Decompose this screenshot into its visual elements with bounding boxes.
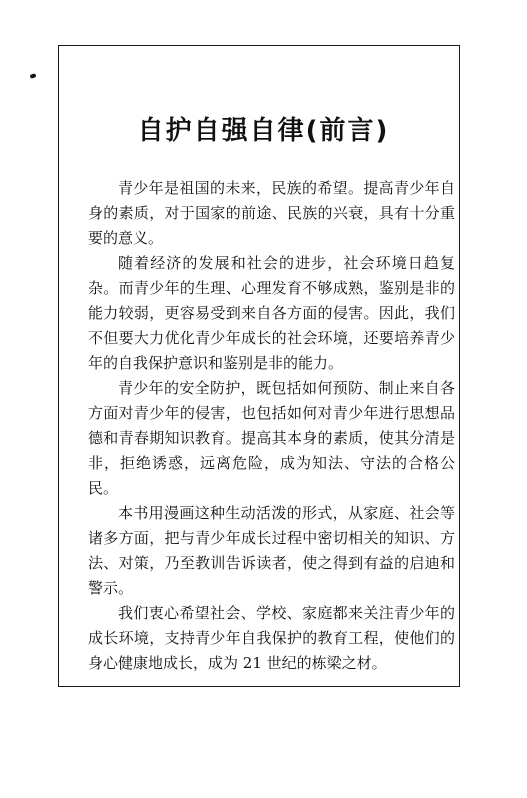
preface-body bbox=[88, 176, 455, 676]
paragraph: 我们衷心希望社会、学校、家庭都来关注青少年的成长环境，支持青少年自我保护的教育工程，使他们的身心健康地成长，成为 21 世纪的栋梁之材。 bbox=[88, 604, 455, 672]
page-title: 自护自强自律(前言) bbox=[137, 116, 390, 146]
paragraph: 随着经济的发展和社会的进步，社会环境日趋复杂。而青少年的生理、心理发育不够成熟，鉴别是非的能力较弱，更容易受到来自各方面的侵害。因此，我们不但要大力优化青少年成长的社会环境，还要培养青少年的自我保护意识和鉴别是非的能力。 bbox=[88, 254, 455, 372]
ink-speck bbox=[29, 73, 36, 79]
paragraph: 青少年是祖国的未来，民族的希望。提高青少年自身的素质，对于国家的前途、民族的兴衰，具有十分重要的意义。 bbox=[88, 179, 455, 247]
paragraph: 青少年的安全防护，既包括如何预防、制止来自各方面对青少年的侵害，也包括如何对青少年进行思想品德和青春期知识教育。提高其本身的素质，使其分清是非，拒绝诱惑，远离危险，成为知法、守法的合格公民。 bbox=[88, 379, 455, 497]
paragraph: 本书用漫画这种生动活泼的形式，从家庭、社会等诸多方面，把与青少年成长过程中密切相关的知识、方法、对策，乃至教训告诉读者，使之得到有益的启迪和警示。 bbox=[88, 504, 455, 597]
